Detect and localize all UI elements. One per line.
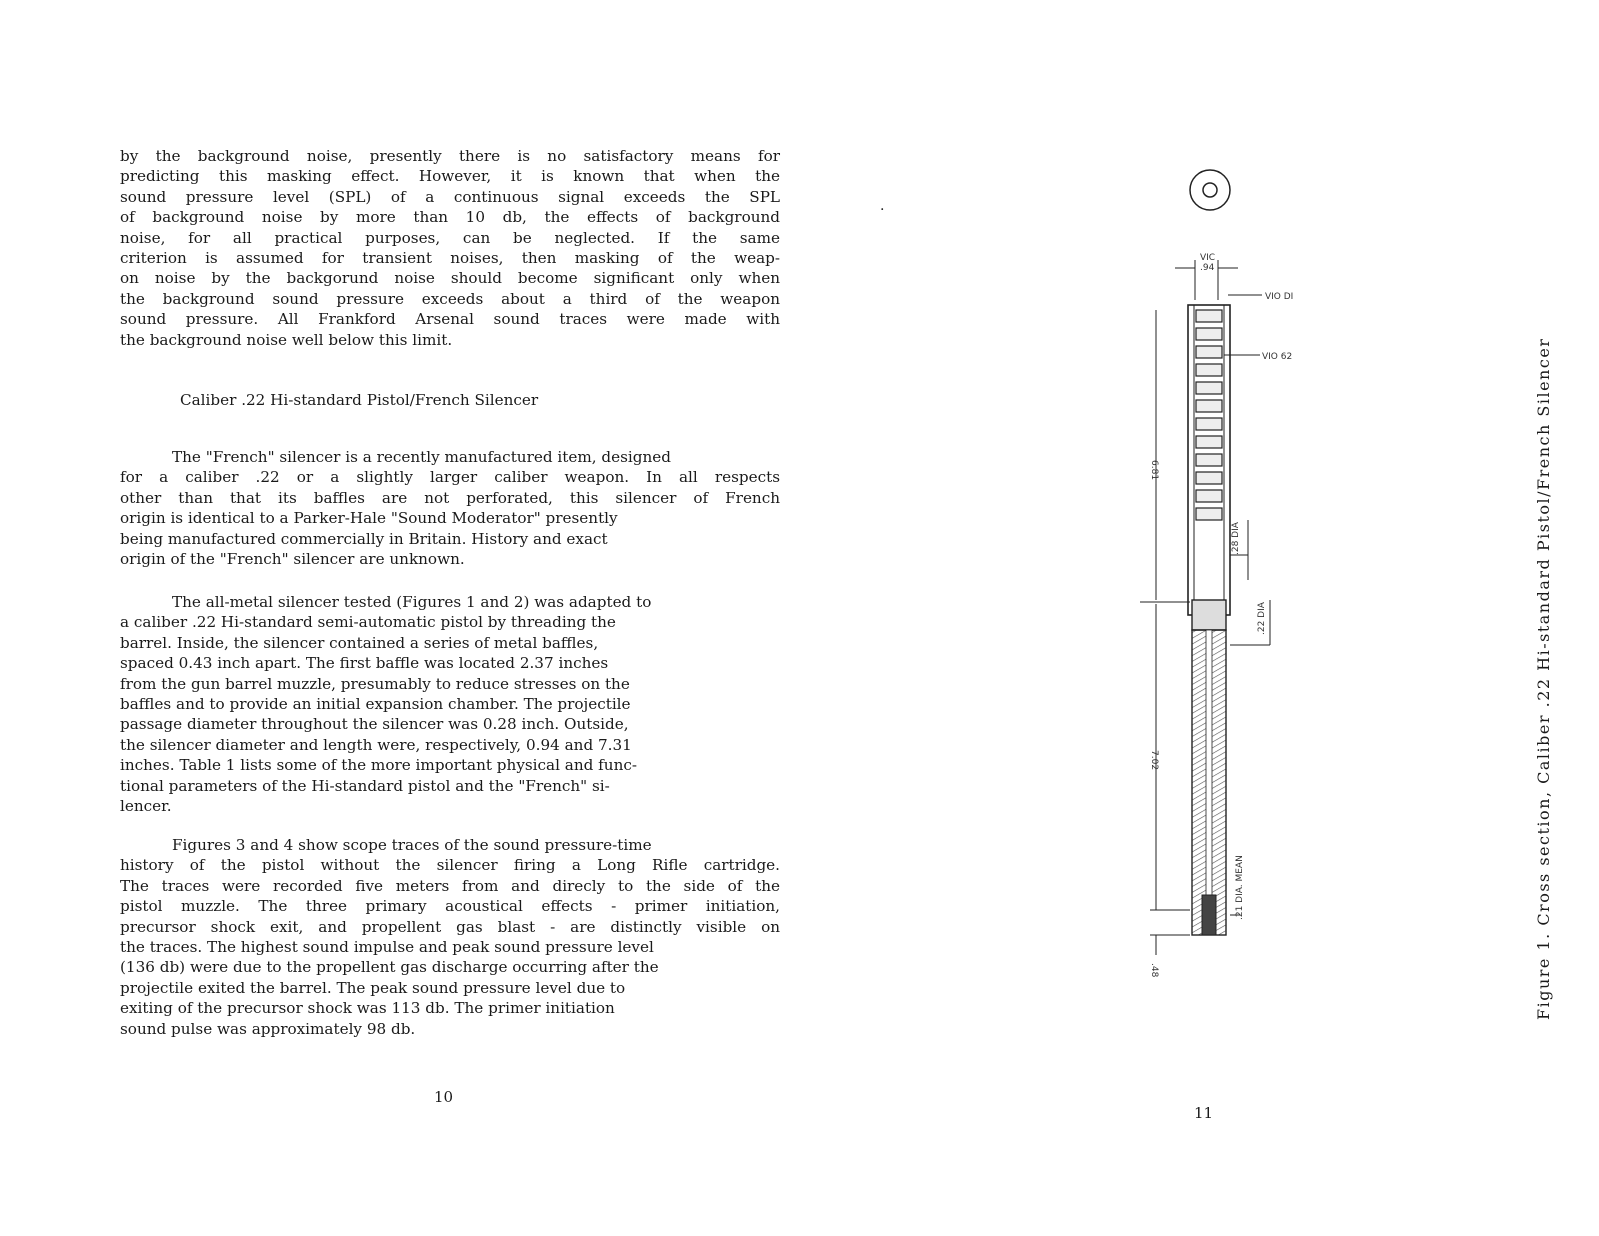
page-number: 10 — [434, 1088, 454, 1106]
bottom-dim-label: .48 — [1149, 963, 1159, 978]
text-line: from the gun barrel muzzle, presumably to reduce stresses on the — [120, 674, 630, 693]
text-line — [120, 592, 780, 612]
text-line: sound pressure level (SPL) of a continuous signal exceeds the SPL — [120, 187, 780, 206]
dia-28-label: .28 DIA — [1231, 522, 1241, 555]
text-line — [120, 447, 780, 467]
pistol-barrel — [1192, 630, 1226, 935]
side-dia-2-label: VIO 62 — [1262, 352, 1293, 362]
side-dia-top-label: VIO DI — [1265, 292, 1294, 302]
text-line: lencer. — [120, 797, 172, 816]
text-line: (136 db) were due to the propellent gas discharge occurring after the — [120, 958, 659, 977]
text-line-content: The "French" silencer is a recently manufactured item, designed — [172, 448, 671, 466]
text-line: precursor shock exit, and propellent gas blast - are distinctly visible on — [120, 917, 780, 936]
text-line: pistol muzzle. The three primary acoustical effects - primer initiation, — [120, 897, 780, 916]
text-line: by the background noise, presently there is no satisfactory means for — [120, 147, 780, 165]
silencer-body — [1188, 305, 1292, 630]
text-line: sound pressure. All Frankford Arsenal sound traces were made with — [120, 310, 780, 329]
text-line: the background noise well below this limit. — [120, 330, 453, 349]
text-line-content: Figures 3 and 4 show scope traces of the sound pressure-time — [172, 836, 652, 854]
text-line: for a caliber .22 or a slightly larger caliber weapon. In all respects — [120, 468, 780, 487]
section-heading: Caliber .22 Hi-standard Pistol/French Silencer — [180, 391, 539, 409]
text-line: barrel. Inside, the silencer contained a series of metal baffles, — [120, 633, 599, 652]
top-dim-label: VIC — [1200, 253, 1216, 263]
text-line: other than that its baffles are not perforated, this silencer of French — [120, 488, 780, 507]
top-dim-value: .94 — [1200, 263, 1215, 273]
text-line: exiting of the precursor shock was 113 db. The primer initiation — [120, 999, 615, 1018]
paragraph-french-silencer — [120, 447, 780, 569]
text-line: spaced 0.43 inch apart. The first baffle was located 2.37 inches — [120, 654, 609, 673]
text-line: origin of the "French" silencer are unknown. — [120, 550, 465, 569]
text-line: origin is identical to a Parker-Hale "Sound Moderator" presently — [120, 509, 618, 528]
stray-mark: . — [880, 198, 885, 214]
text-line: noise, for all practical purposes, can be neglected. If the same — [120, 228, 780, 247]
length-dimensions — [1140, 310, 1190, 978]
text-line: criterion is assumed for transient noises, then masking of the weap- — [120, 249, 780, 268]
text-line: the silencer diameter and length were, respectively, 0.94 and 7.31 — [120, 735, 632, 754]
text-line: the traces. The highest sound impulse and peak sound pressure level — [120, 938, 654, 957]
text-line: history of the pistol without the silencer firing a Long Rifle cartridge. — [120, 856, 780, 875]
dia-mean-label: .21 DIA. MEAN — [1235, 855, 1245, 920]
length-upper-label: 6.81 — [1149, 460, 1159, 481]
text-line — [120, 835, 780, 855]
text-line: passage diameter throughout the silencer was 0.28 inch. Outside, — [120, 715, 629, 734]
text-line: on noise by the backgorund noise should become significant only when — [120, 269, 780, 288]
text-line: inches. Table 1 lists some of the more important physical and func- — [120, 756, 637, 775]
end-view-circle — [1190, 170, 1230, 210]
text-line: tional parameters of the Hi-standard pistol and the "French" si- — [120, 776, 610, 795]
page-number: 11 — [1194, 1104, 1214, 1122]
silencer-cross-section-drawing — [1120, 160, 1320, 990]
figure-caption: Figure 1. Cross section, Caliber .22 Hi-standard Pistol/French Silencer — [1534, 337, 1553, 1020]
text-line-content: The all-metal silencer tested (Figures 1 and 2) was adapted to — [172, 593, 652, 611]
text-line: a caliber .22 Hi-standard semi-automatic pistol by threading the — [120, 613, 616, 632]
paragraph-silencer-tested — [120, 592, 780, 816]
text-line: predicting this masking effect. However, it is known that when the — [120, 167, 780, 186]
dia-22-label: .22 DIA — [1257, 602, 1267, 635]
paragraph-background-noise — [120, 146, 780, 350]
diameter-callouts — [1230, 520, 1270, 920]
text-line: The traces were recorded five meters from and direcly to the side of the — [120, 876, 780, 895]
text-line: sound pulse was approximately 98 db. — [120, 1019, 416, 1038]
text-line: projectile exited the barrel. The peak sound pressure level due to — [120, 978, 626, 997]
text-line: the background sound pressure exceeds about a third of the weapon — [120, 289, 780, 308]
text-line: baffles and to provide an initial expansion chamber. The projectile — [120, 695, 631, 714]
text-line: being manufactured commercially in Britain. History and exact — [120, 529, 608, 548]
length-lower-label: 7.02 — [1149, 750, 1159, 771]
top-dimension — [1175, 253, 1293, 302]
paragraph-scope-traces — [120, 835, 780, 1039]
text-line: of background noise by more than 10 db, the effects of background — [120, 208, 780, 227]
